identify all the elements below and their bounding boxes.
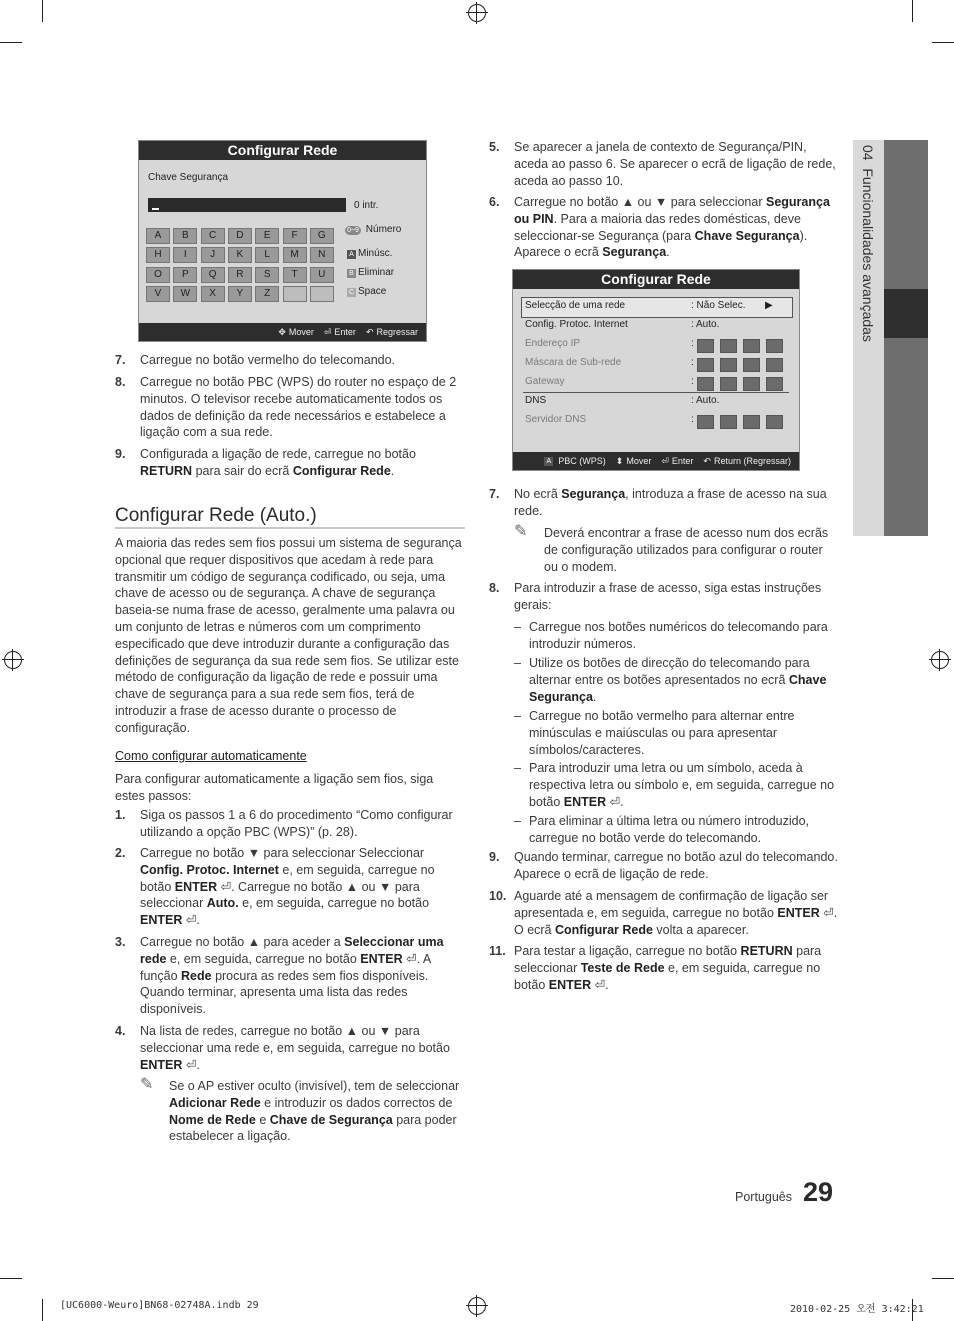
- crop-mark: [0, 1278, 22, 1279]
- return-hint: ↶ Return (Regressar): [703, 455, 791, 466]
- key-g[interactable]: G: [310, 228, 334, 244]
- key-j[interactable]: J: [201, 247, 225, 263]
- number-key-icon: 0~9: [345, 226, 361, 235]
- key-n[interactable]: N: [310, 247, 334, 263]
- arrow-right-icon[interactable]: ▶: [765, 300, 773, 311]
- key-t[interactable]: T: [283, 267, 307, 283]
- screen-title: Configurar Rede: [513, 270, 799, 289]
- step-text: Quando terminar, carregue no botão azul do telecomando. Aparece o ecrã de ligação de rede.: [514, 850, 838, 881]
- setting-label[interactable]: DNS: [525, 395, 547, 406]
- intro-paragraph: A maioria das redes sem fios possui um sistema de segurança opcional que requer dispositivos que acedam à rede para transmitir um código de segurança codificado, ou seja, uma chave de acesso ou de segurança. A chave de segurança baseia-se numa frase de acesso, geralmente uma palavra ou um conjunto de letras e números com um comprimento especificado que deve introduzir durante a configuração das definições de segurança da sua rede sem fios. Se utilizar este método de configuração da ligação de rede e possuir uma chave de segurança para a sua rede sem fios, terá de introduzir a frase de acesso durante o processo de configuração.: [115, 536, 462, 735]
- step-text: Carregue no botão ▲ ou ▼ para seleccionar Segurança ou PIN. Para a maioria das redes domésticas, deve seleccionar-se Segurança (para Chave Segurança). Aparece o ecrã Segurança.: [514, 195, 830, 260]
- step-number: 11.: [489, 944, 506, 958]
- enter-key-icon: ⏎: [819, 905, 834, 920]
- crop-mark: [912, 0, 913, 22]
- key-r[interactable]: R: [228, 267, 252, 283]
- number-label: Número: [365, 224, 402, 235]
- key-y[interactable]: Y: [228, 286, 252, 302]
- ip-octet-field[interactable]: [697, 358, 714, 372]
- move-hint: ⬍ Mover: [615, 455, 652, 466]
- setting-label[interactable]: Selecção de uma rede: [525, 300, 626, 311]
- step-text: Carregue no botão ▼ para seleccionar Seleccionar Config. Protoc. Internet e, em seguida, carregue no botão ENTER ⏎. Carregue no botão ▲ ou ▼ para seleccionar Auto. e, em seguida, carregue no botão ENTER ⏎.: [140, 846, 435, 928]
- network-settings-screen: [512, 269, 800, 471]
- step-text: Aguarde até a mensagem de confirmação de ligação ser apresentada e, em seguida, carregue no botão ENTER ⏎. O ecrã Configurar Rede volta a aparecer.: [514, 889, 838, 937]
- subheading: Como configurar automaticamente: [115, 749, 307, 763]
- setting-value: :: [691, 376, 694, 387]
- ip-octet-field[interactable]: [720, 377, 737, 391]
- note-pencil-icon: ✎: [514, 523, 528, 540]
- step-number: 5.: [489, 140, 500, 154]
- ip-octet-field[interactable]: [743, 339, 760, 353]
- key-i[interactable]: I: [173, 247, 197, 263]
- ip-octet-field[interactable]: [720, 415, 737, 429]
- step-number: 9.: [115, 447, 126, 461]
- return-hint: ↶ Regressar: [365, 326, 418, 337]
- key-s[interactable]: S: [255, 267, 279, 283]
- move-hint: ✥ Mover: [278, 326, 314, 337]
- crop-mark: [0, 42, 22, 43]
- key-q[interactable]: Q: [201, 267, 225, 283]
- delete-label: Eliminar: [358, 267, 395, 278]
- key-a[interactable]: A: [146, 228, 170, 244]
- key-b[interactable]: B: [173, 228, 197, 244]
- print-file-info: [UC6000-Weuro]BN68-02748A.indb 29: [60, 1300, 259, 1311]
- wps-hint: A PBC (WPS): [544, 456, 606, 466]
- ip-octet-field[interactable]: [766, 377, 783, 391]
- dash: –: [514, 620, 521, 634]
- key-w[interactable]: W: [173, 286, 197, 302]
- key-x[interactable]: X: [201, 286, 225, 302]
- registration-mark-icon: [931, 651, 949, 669]
- step-number: 2.: [115, 846, 126, 860]
- heading-rule: [115, 527, 465, 529]
- setting-value: :: [691, 414, 694, 425]
- footer-language: Português: [735, 1190, 792, 1204]
- setting-value: :: [691, 338, 694, 349]
- step-text: No ecrã Segurança, introduza a frase de acesso na sua rede.: [514, 487, 827, 518]
- return-icon: ↶: [365, 326, 374, 337]
- dash: –: [514, 709, 521, 723]
- character-counter: 0 intr.: [354, 200, 379, 211]
- lowercase-label: Minúsc.: [358, 248, 393, 259]
- enter-key-icon: ⏎: [217, 879, 232, 894]
- step-text: Carregue no botão vermelho do telecomando.: [140, 353, 396, 367]
- setting-label[interactable]: Gateway: [525, 376, 565, 387]
- sub-intro: Para configurar automaticamente a ligação sem fios, siga estes passos:: [115, 772, 434, 803]
- setting-value: : Não Selec.: [691, 300, 746, 311]
- bullet-text: Para introduzir uma letra ou um símbolo, aceda à respectiva letra ou símbolo e, em seguida, carregue no botão ENTER ⏎.: [529, 761, 835, 809]
- step-text: Carregue no botão ▲ para aceder a Seleccionar uma rede e, em seguida, carregue no botão ENTER ⏎. A função Rede procura as redes sem fios disponíveis. Quando terminar, apresenta uma lista das redes disponíveis.: [140, 935, 444, 1017]
- registration-mark-icon: [468, 1297, 486, 1315]
- updown-arrows-icon: ⬍: [615, 455, 624, 466]
- field-label: Chave Segurança: [148, 172, 229, 183]
- step-text: Siga os passos 1 a 6 do procedimento “Como configurar utilizando a opção PBC (WPS)” (p. 28).: [140, 808, 453, 839]
- chapter-tab-dark: [884, 140, 928, 289]
- setting-value: : Auto.: [691, 319, 720, 330]
- key-blank[interactable]: [310, 286, 334, 302]
- ip-octet-field[interactable]: [697, 377, 714, 391]
- divider: [523, 392, 789, 393]
- security-key-screen: [138, 140, 427, 342]
- dash: –: [514, 814, 521, 828]
- screen-footer: [139, 323, 426, 341]
- key-e[interactable]: E: [255, 228, 279, 244]
- crop-mark: [932, 42, 954, 43]
- step-text: Para introduzir a frase de acesso, siga estas instruções gerais:: [514, 581, 822, 612]
- dash: –: [514, 656, 521, 670]
- space-option[interactable]: [347, 286, 386, 297]
- chapter-label: 04 Funcionalidades avançadas: [860, 145, 876, 342]
- key-z[interactable]: Z: [255, 286, 279, 302]
- note-pencil-icon: ✎: [140, 1076, 154, 1093]
- step-text: Para testar a ligação, carregue no botão RETURN para seleccionar Teste de Rede e, em seguida, carregue no botão ENTER ⏎.: [514, 944, 822, 992]
- red-button-icon: A: [347, 250, 356, 259]
- step-number: 3.: [115, 935, 126, 949]
- enter-key-icon: ⏎: [402, 951, 417, 966]
- registration-mark-icon: [468, 4, 486, 22]
- key-v[interactable]: V: [146, 286, 170, 302]
- key-k[interactable]: K: [228, 247, 252, 263]
- space-label: Space: [358, 286, 387, 297]
- key-c[interactable]: C: [201, 228, 225, 244]
- setting-value: : Auto.: [691, 395, 720, 406]
- section-heading: Configurar Rede (Auto.): [115, 505, 317, 526]
- dash: –: [514, 761, 521, 775]
- green-button-icon: B: [347, 269, 356, 278]
- setting-label[interactable]: Endereço IP: [525, 338, 581, 349]
- blue-button-icon: C: [348, 289, 355, 296]
- enter-key-icon: ⏎: [182, 913, 197, 928]
- chapter-tab-dark: [884, 338, 928, 536]
- setting-label[interactable]: Config. Protoc. Internet: [525, 319, 628, 330]
- screen-title: Configurar Rede: [139, 141, 426, 160]
- bullet-text: Utilize os botões de direcção do telecomando para alternar entre os botões apresentados no ecrã Chave Segurança.: [529, 656, 827, 704]
- move-arrows-icon: ✥: [278, 326, 286, 337]
- security-key-input[interactable]: [148, 198, 346, 212]
- bullet-text: Para eliminar a última letra ou número introduzido, carregue no botão verde do telecomando.: [529, 814, 809, 845]
- chapter-tab-active: [884, 289, 928, 338]
- step-text: Configurada a ligação de rede, carregue no botão RETURN para sair do ecrã Configurar Rede.: [140, 447, 416, 478]
- enter-key-icon: ⏎: [591, 977, 606, 992]
- step-number: 4.: [115, 1024, 126, 1038]
- registration-mark-icon: [4, 651, 22, 669]
- ip-octet-field[interactable]: [766, 358, 783, 372]
- note-text: Se o AP estiver oculto (invisível), tem de seleccionar Adicionar Rede e introduzir os dados correctos de Nome de Rede e Chave de Segurança para poder estabelecer a ligação.: [169, 1079, 460, 1144]
- step-number: 7.: [489, 487, 500, 501]
- page-number: 29: [803, 1177, 834, 1207]
- step-number: 7.: [115, 353, 126, 367]
- step-number: 10.: [489, 889, 507, 903]
- ip-octet-field[interactable]: [720, 339, 737, 353]
- bullet-text: Carregue nos botões numéricos do telecomando para introduzir números.: [529, 620, 828, 651]
- ip-octet-field[interactable]: [743, 415, 760, 429]
- key-u[interactable]: U: [310, 267, 334, 283]
- crop-mark: [42, 0, 43, 22]
- note-text: Deverá encontrar a frase de acesso num dos ecrãs de configuração utilizados para configurar o router ou o modem.: [544, 526, 829, 574]
- ip-octet-field[interactable]: [766, 415, 783, 429]
- setting-value: :: [691, 357, 694, 368]
- ip-octet-field[interactable]: [697, 339, 714, 353]
- crop-mark: [932, 1278, 954, 1279]
- key-o[interactable]: O: [146, 267, 170, 283]
- crop-mark: [42, 1299, 43, 1321]
- lowercase-option[interactable]: [347, 248, 392, 259]
- step-number: 8.: [115, 375, 126, 389]
- ip-octet-field[interactable]: [743, 377, 760, 391]
- key-blank[interactable]: [283, 286, 307, 302]
- number-option[interactable]: [345, 224, 401, 235]
- setting-label[interactable]: Servidor DNS: [525, 414, 587, 425]
- key-h[interactable]: H: [146, 247, 170, 263]
- ip-octet-field[interactable]: [766, 339, 783, 353]
- step-text: Na lista de redes, carregue no botão ▲ ou ▼ para seleccionar uma rede e, em seguida, carregue no botão ENTER ⏎.: [140, 1024, 450, 1072]
- bullet-text: Carregue no botão vermelho para alternar entre minúsculas e maiúsculas ou para apresentar símbolos/caracteres.: [529, 709, 795, 757]
- ip-octet-field[interactable]: [743, 358, 760, 372]
- key-p[interactable]: P: [173, 267, 197, 283]
- step-text: Carregue no botão PBC (WPS) do router no espaço de 2 minutos. O televisor recebe automaticamente todos os dados de definição da rede necessários e estabelece a ligação com a sua rede.: [140, 375, 457, 440]
- return-icon: ↶: [703, 455, 711, 466]
- print-date: 2010-02-25 오전 3:42:21: [790, 1304, 924, 1315]
- enter-hint: ⏎ Enter: [661, 455, 694, 466]
- step-text: Se aparecer a janela de contexto de Segurança/PIN, aceda ao passo 6. Se aparecer o ecrã de ligação de rede, aceda ao passo 10.: [514, 140, 836, 188]
- delete-option[interactable]: [347, 267, 394, 278]
- red-button-icon: A: [544, 457, 553, 466]
- key-m[interactable]: M: [283, 247, 307, 263]
- setting-label[interactable]: Máscara de Sub-rede: [525, 357, 622, 368]
- step-number: 8.: [489, 581, 500, 595]
- enter-hint: ⏎ Enter: [323, 326, 356, 337]
- key-l[interactable]: L: [255, 247, 279, 263]
- enter-key-icon: ⏎: [182, 1057, 197, 1072]
- ip-octet-field[interactable]: [697, 415, 714, 429]
- enter-icon: ⏎: [323, 326, 332, 337]
- key-f[interactable]: F: [283, 228, 307, 244]
- enter-icon: ⏎: [661, 455, 669, 466]
- step-number: 9.: [489, 850, 500, 864]
- step-number: 1.: [115, 808, 126, 822]
- enter-key-icon: ⏎: [606, 794, 621, 809]
- screen-footer: [513, 452, 799, 470]
- step-number: 6.: [489, 195, 500, 209]
- ip-octet-field[interactable]: [720, 358, 737, 372]
- key-d[interactable]: D: [228, 228, 252, 244]
